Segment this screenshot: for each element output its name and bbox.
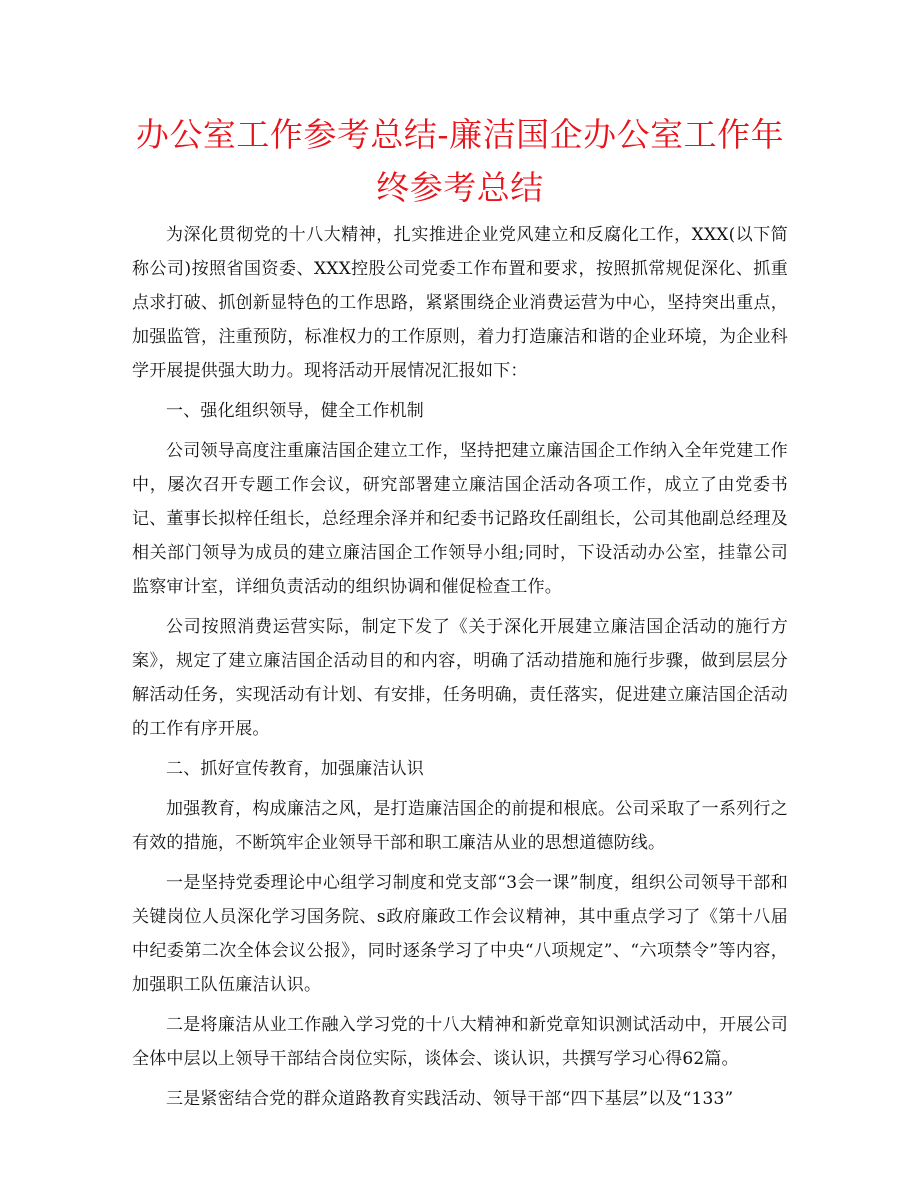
paragraph-point-2: 二是将廉洁从业工作融入学习党的十八大精神和新党章知识测试活动中，开展公司全体中层以上领导干部结合岗位实际，谈体会、谈认识，共撰写学习心得62篇。: [132, 1015, 788, 1069]
paragraph-plan: 公司按照消费运营实际，制定下发了《关于深化开展建立廉洁国企活动的施行方案》，规定了建立廉洁国企活动目的和内容，明确了活动措施和施行步骤，做到层层分解活动任务，实现活动有计划、有安排，任务明确，责任落实，促进建立廉洁国企活动的工作有序开展。: [132, 617, 788, 739]
paragraph-point-3: 三是紧密结合党的群众道路教育实践活动、领导干部“四下基层”以及“133”: [166, 1089, 734, 1109]
paragraph-point-1: 一是坚持党委理论中心组学习制度和党支部“3会一课”制度，组织公司领导干部和关键岗位人员深化学习国务院、s政府廉政工作会议精神，其中重点学习了《第十八届中纪委第二次全体会议公报》，同时逐条学习了中央“八项规定”、“六项禁令”等内容，加强职工队伍廉洁认识。: [132, 873, 788, 995]
paragraph-leadership: 公司领导高度注重廉洁国企建立工作，坚持把建立廉洁国企工作纳入全年党建工作中，屡次召开专题工作会议，研究部署建立廉洁国企活动各项工作，成立了由党委书记、董事长拟梓任组长，总经理余泽并和纪委书记路玫任副组长，公司其他副总经理及相关部门领导为成员的建立廉洁国企工作领导小组;同时，下设活动办公室，挂靠公司监察审计室，详细负责活动的组织协调和催促检查工作。: [132, 441, 788, 597]
paragraph-intro: 为深化贯彻党的十八大精神，扎实推进企业党风建立和反腐化工作，XXX(以下简称公司)按照省国资委、XXX控股公司党委工作布置和要求，按照抓常规促深化、抓重点求打破、抓创新显特色的工作思路，紧紧围绕企业消费运营为中心，坚持突出重点，加强监管，注重预防，标准权力的工作原则，着力打造廉洁和谐的企业环境，为企业科学开展提供强大助力。现将活动开展情况汇报如下：: [132, 225, 788, 381]
section-heading-1: 一、强化组织领导，健全工作机制: [166, 401, 424, 421]
document-title: 办公室工作参考总结-廉洁国企办公室工作年终参考总结: [135, 115, 785, 207]
section-heading-2: 二、抓好宣传教育，加强廉洁认识: [166, 759, 424, 779]
paragraph-education: 加强教育，构成廉洁之风，是打造廉洁国企的前提和根底。公司采取了一系列行之有效的措施，不断筑牢企业领导干部和职工廉洁从业的思想道德防线。: [132, 799, 788, 853]
document-body: [132, 218, 788, 1116]
